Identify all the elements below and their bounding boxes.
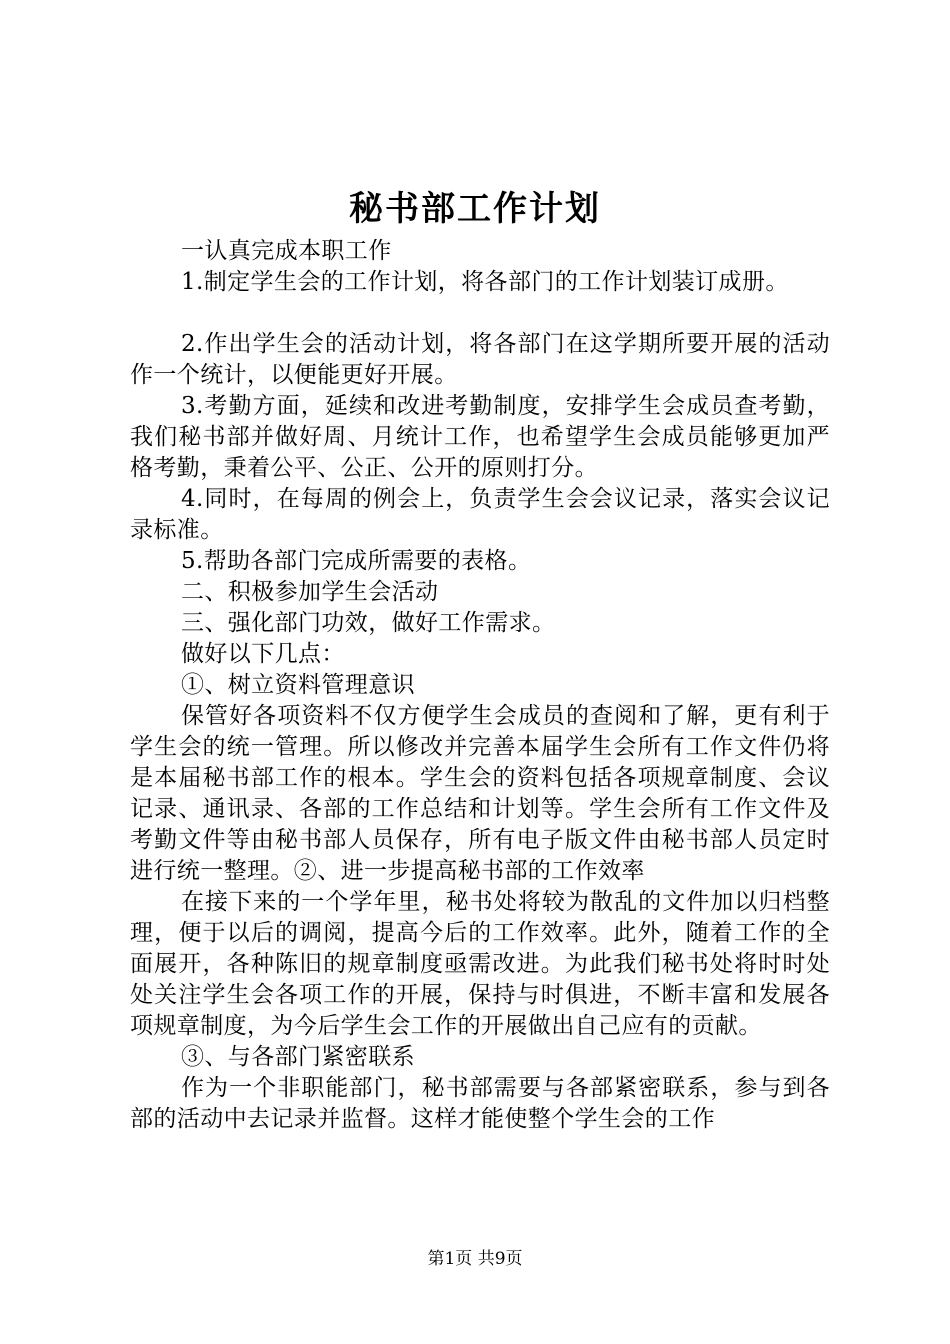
- paragraph-section-1-heading: 一认真完成本职工作: [181, 238, 392, 264]
- document-title: 秘书部工作计划: [349, 189, 601, 229]
- document-body: [130, 236, 830, 1135]
- paragraph-point-2-body: 在接下来的一个学年里，秘书处将较为散乱的文件加以归档整理，便于以后的调阅，提高今后的工作效率。此外，随着工作的全面展开，各种陈旧的规章制度亟需改进。为此我们秘书处将时时处处关注学生会各项工作的开展，保持与时俱进，不断丰富和发展各项规章制度，为今后学生会工作的开展做出自己应有的贡献。: [130, 889, 830, 1039]
- paragraph-point-1-body: 保管好各项资料不仅方便学生会成员的查阅和了解，更有利于学生会的统一管理。所以修改并完善本届学生会所有工作文件仍将是本届秘书部工作的根本。学生会的资料包括各项规章制度、会议记录、通讯录、各部的工作总结和计划等。学生会所有工作文件及考勤文件等由秘书部人员保存，所有电子版文件由秘书部人员定时进行统一整理。②、进一步提高秘书部的工作效率: [130, 703, 830, 884]
- paragraph-item-2: 2.作出学生会的活动计划，将各部门在这学期所要开展的活动作一个统计，以便能更好开展。: [130, 331, 830, 388]
- paragraph-point-3-body: 作为一个非职能部门，秘书部需要与各部紧密联系，参与到各部的活动中去记录并监督。这样才能使整个学生会的工作: [130, 1075, 830, 1132]
- paragraph-points-intro: 做好以下几点：: [181, 641, 345, 667]
- paragraph-point-1-heading: ①、树立资料管理意识: [181, 672, 415, 698]
- paragraph-item-1: 1.制定学生会的工作计划，将各部门的工作计划装订成册。: [181, 269, 789, 295]
- paragraph-point-3-heading: ③、与各部门紧密联系: [181, 1044, 415, 1070]
- paragraph-section-3-heading: 三、强化部门功效，做好工作需求。: [181, 610, 556, 636]
- paragraph-item-4: 4.同时，在每周的例会上，负责学生会会议记录，落实会议记录标准。: [130, 486, 830, 543]
- paragraph-item-5: 5.帮助各部门完成所需要的表格。: [181, 548, 532, 574]
- paragraph-section-2-heading: 二、积极参加学生会活动: [181, 579, 439, 605]
- paragraph-spacer: [130, 298, 830, 329]
- paragraph-item-3: 3.考勤方面，延续和改进考勤制度，安排学生会成员查考勤，我们秘书部并做好周、月统计工作，也希望学生会成员能够更加严格考勤，秉着公平、公正、公开的原则打分。: [130, 393, 830, 481]
- page-number-footer: 第1页 共9页: [427, 1249, 523, 1269]
